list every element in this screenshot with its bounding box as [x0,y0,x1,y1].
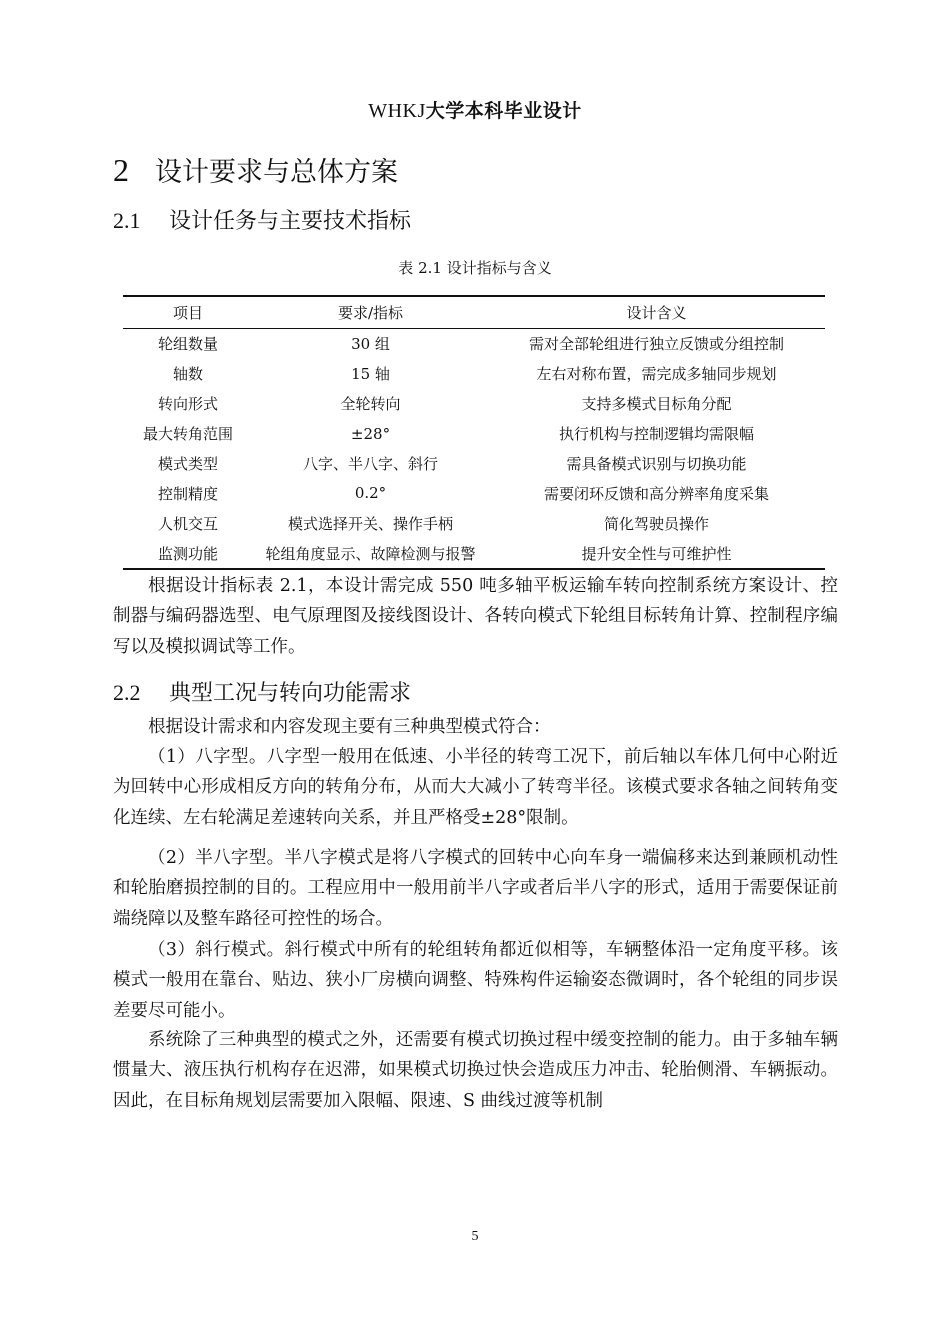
table-cell: 15 轴 [351,365,390,384]
chapter-number: 2 [113,152,129,188]
table-cell: 提升安全性与可维护性 [488,538,825,569]
table-row [123,329,825,359]
table-cell: 支持多模式目标角分配 [581,395,732,414]
table-cell: 最大转角范围 [142,425,233,444]
column-header-item: 项目 [123,296,253,329]
table-cell: 0.2° [354,484,387,503]
table-row [123,389,825,419]
table-cell: 30 组 [351,335,390,354]
chapter-title: 设计要求与总体方案 [155,157,398,188]
chapter-heading [113,150,398,189]
section-heading-2-2 [113,676,411,707]
body-paragraph: （1）八字型。八字型一般用在低速、小半径的转弯工况下，前后轴以车体几何中心附近为回转中心形成相反方向的转角分布，从而大大减小了转弯半径。该模式要求各轴之间转角变化连续、左右轮满足差速转向关系，并且严格受±28°限制。 [113,747,838,828]
section-number: 2.2 [113,680,141,705]
table-cell: ±28° [350,424,391,443]
section-title: 典型工况与转向功能需求 [169,681,412,706]
table-header-row [123,296,825,329]
table-cell: 轮组数量 [157,335,218,354]
column-header-requirement: 要求/指标 [253,296,488,329]
body-paragraph: 系统除了三种典型的模式之外，还需要有模式切换过程中缓变控制的能力。由于多轴车辆惯量大、液压执行机构存在迟滞，如果模式切换过快会造成压力冲击、轮胎侧滑、车辆振动。因此，在目标角规划层需要加入限幅、限速、S 曲线过渡等机制 [113,1030,838,1111]
table-cell: 需对全部轮组进行独立反馈或分组控制 [528,335,784,354]
spec-table [123,295,825,570]
table-cell: 需要闭环反馈和高分辨率角度采集 [543,484,769,503]
table-cell: 转向形式 [157,395,218,414]
header-school-code: WHKJ [368,100,426,122]
section-title: 设计任务与主要技术指标 [169,209,412,234]
body-paragraph: 根据设计指标表 2.1，本设计需完成 550 吨多轴平板运输车转向控制系统方案设计、控制器与编码器选型、电气原理图及接线图设计、各转向模式下轮组目标转角计算、控制程序编写以及模拟调试等工作。 [113,576,838,657]
table-cell: 模式选择开关、操作手柄 [287,514,453,533]
column-header-meaning: 设计含义 [488,296,825,329]
table-caption: 表 2.1 设计指标与含义 [398,259,552,277]
table-cell: 需具备模式识别与切换功能 [566,455,747,473]
table-row [123,538,825,569]
table-cell: 模式类型 [157,455,218,473]
table-row [123,449,825,479]
section-heading-2-1 [113,204,411,235]
table-cell: 全轮转向 [340,395,401,414]
body-paragraph: （2）半八字型。半八字模式是将八字模式的回转中心向车身一端偏移来达到兼顾机动性和轮胎磨损控制的目的。工程应用中一般用前半八字或者后半八字的形式，适用于需要保证前端绕障以及整车路径可控性的场合。 [113,848,838,929]
table-row [123,508,825,538]
body-paragraph: （3）斜行模式。斜行模式中所有的轮组转角都近似相等，车辆整体沿一定角度平移。该模式一般用在靠台、贴边、狭小厂房横向调整、特殊构件运输姿态微调时，各个轮组的同步误差要尽可能小。 [113,940,838,1021]
section-number: 2.1 [113,208,141,233]
table-cell: 控制精度 [157,484,218,503]
table-cell: 执行机构与控制逻辑均需限幅 [558,425,754,444]
table-cell: 监测功能 [123,538,253,569]
table-cell: 简化驾驶员操作 [603,514,709,533]
table-row [123,478,825,508]
table-cell: 左右对称布置，需完成多轴同步规划 [536,365,777,384]
body-paragraph: 根据设计需求和内容发现主要有三种典型模式符合： [148,717,551,737]
table-cell: 轴数 [172,365,203,384]
page-number: 5 [471,1229,479,1244]
page-header [0,96,950,123]
table-cell: 人机交互 [157,514,218,533]
header-title: 大学本科毕业设计 [425,100,582,122]
table-cell: 轮组角度显示、故障检测与报警 [253,538,488,569]
table-cell: 八字、半八字、斜行 [302,455,438,473]
table-row [123,419,825,449]
table-row [123,359,825,389]
